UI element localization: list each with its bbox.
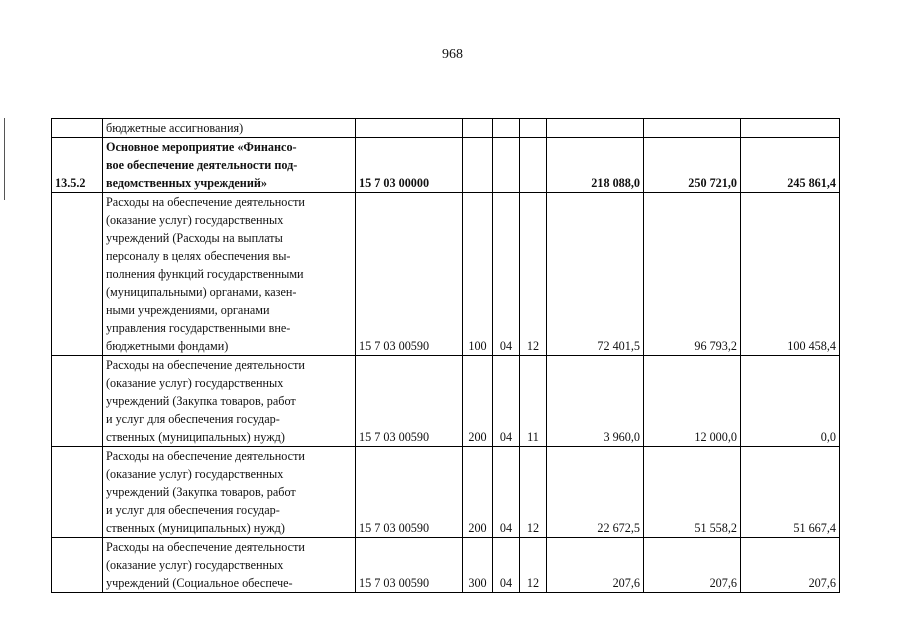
cell-target-code: 15 7 03 00590 bbox=[356, 447, 463, 538]
cell-number bbox=[52, 356, 103, 447]
cell-number: 13.5.2 bbox=[52, 138, 103, 193]
cell-subsection: 11 bbox=[520, 356, 547, 447]
cell-expense-type: 200 bbox=[463, 447, 493, 538]
cell-section: 04 bbox=[493, 193, 520, 356]
cell-amount-year2: 207,6 bbox=[644, 538, 741, 593]
table-row bbox=[52, 119, 840, 138]
table-row bbox=[52, 193, 840, 356]
cell-expense-type bbox=[463, 119, 493, 138]
cell-subsection bbox=[520, 138, 547, 193]
cell-amount-year1: 72 401,5 bbox=[547, 193, 644, 356]
cell-subsection: 12 bbox=[520, 538, 547, 593]
cell-amount-year2: 51 558,2 bbox=[644, 447, 741, 538]
cell-amount-year3: 245 861,4 bbox=[741, 138, 840, 193]
cell-target-code: 15 7 03 00000 bbox=[356, 138, 463, 193]
cell-amount-year2 bbox=[644, 119, 741, 138]
cell-amount-year1: 207,6 bbox=[547, 538, 644, 593]
cell-amount-year3: 100 458,4 bbox=[741, 193, 840, 356]
cell-number bbox=[52, 119, 103, 138]
cell-amount-year1: 218 088,0 bbox=[547, 138, 644, 193]
cell-subsection bbox=[520, 119, 547, 138]
cell-target-code: 15 7 03 00590 bbox=[356, 193, 463, 356]
cell-expense-type: 100 bbox=[463, 193, 493, 356]
cell-section: 04 bbox=[493, 538, 520, 593]
table-row bbox=[52, 356, 840, 447]
margin-line bbox=[4, 118, 5, 200]
cell-target-code: 15 7 03 00590 bbox=[356, 356, 463, 447]
cell-subsection: 12 bbox=[520, 193, 547, 356]
budget-table bbox=[51, 118, 840, 593]
cell-number bbox=[52, 447, 103, 538]
table-row bbox=[52, 138, 840, 193]
cell-expense-type: 300 bbox=[463, 538, 493, 593]
page-number: 968 bbox=[442, 47, 463, 62]
cell-amount-year2: 96 793,2 bbox=[644, 193, 741, 356]
cell-subsection: 12 bbox=[520, 447, 547, 538]
cell-target-code: 15 7 03 00590 bbox=[356, 538, 463, 593]
cell-expense-type bbox=[463, 138, 493, 193]
cell-description: Расходы на обеспечение деятельности (оказание услуг) государственных учреждений (Закупка товаров, работ и услуг для обеспечения государ- ственных (муниципальных) нужд) bbox=[103, 447, 356, 538]
cell-expense-type: 200 bbox=[463, 356, 493, 447]
cell-section bbox=[493, 138, 520, 193]
cell-description: Расходы на обеспечение деятельности (оказание услуг) государственных учреждений (Социальное обеспече- bbox=[103, 538, 356, 593]
cell-section bbox=[493, 119, 520, 138]
cell-description: бюджетные ассигнования) bbox=[103, 119, 356, 138]
cell-amount-year3 bbox=[741, 119, 840, 138]
cell-description: Основное мероприятие «Финансо- вое обеспечение деятельности под- ведомственных учреждений» bbox=[103, 138, 356, 193]
cell-target-code bbox=[356, 119, 463, 138]
cell-section: 04 bbox=[493, 447, 520, 538]
cell-description: Расходы на обеспечение деятельности (оказание услуг) государственных учреждений (Закупка товаров, работ и услуг для обеспечения государ- ственных (муниципальных) нужд) bbox=[103, 356, 356, 447]
cell-amount-year1: 3 960,0 bbox=[547, 356, 644, 447]
cell-number bbox=[52, 538, 103, 593]
cell-amount-year2: 250 721,0 bbox=[644, 138, 741, 193]
cell-amount-year2: 12 000,0 bbox=[644, 356, 741, 447]
cell-amount-year3: 0,0 bbox=[741, 356, 840, 447]
cell-number bbox=[52, 193, 103, 356]
table-row bbox=[52, 538, 840, 593]
cell-description: Расходы на обеспечение деятельности (оказание услуг) государственных учреждений (Расходы на выплаты персоналу в целях обеспечения вы- полнения функций государственными (муниципальными) органами, казен- ными учреждениями, органами управления государственными вне- бюджетными фондами) bbox=[103, 193, 356, 356]
cell-amount-year3: 51 667,4 bbox=[741, 447, 840, 538]
table-row bbox=[52, 447, 840, 538]
table-body bbox=[52, 119, 840, 593]
cell-amount-year3: 207,6 bbox=[741, 538, 840, 593]
cell-amount-year1: 22 672,5 bbox=[547, 447, 644, 538]
cell-amount-year1 bbox=[547, 119, 644, 138]
cell-section: 04 bbox=[493, 356, 520, 447]
